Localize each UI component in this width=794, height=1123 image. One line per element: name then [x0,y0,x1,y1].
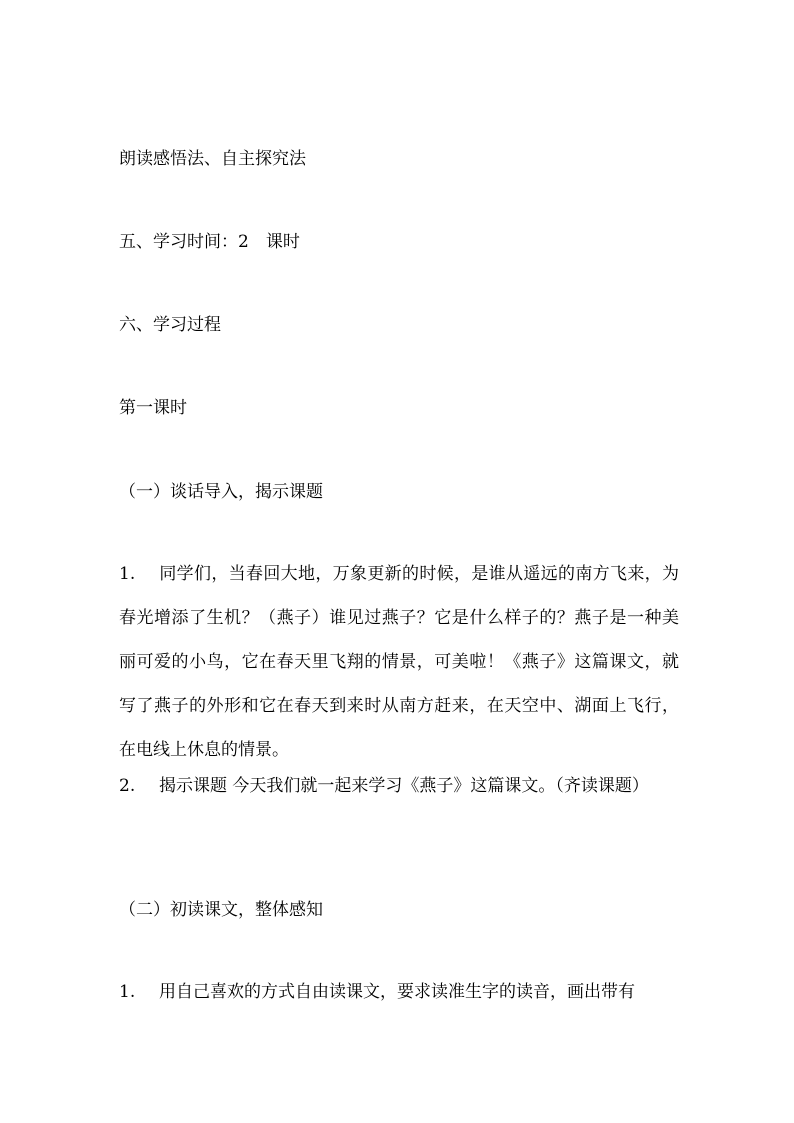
section-one-item-1 [119,552,679,772]
study-time-heading: 五、学习时间：2 课时 [119,232,300,252]
item-text: 揭示课题 今天我们就一起来学习《燕子》这篇课文。（齐读课题） [159,776,649,796]
section-two-heading: （二）初读课文，整体感知 [119,900,323,920]
lesson-one-heading: 第一课时 [119,398,187,418]
item-text: 用自己喜欢的方式自由读课文，要求读准生字的读音，画出带有 [159,982,635,1002]
study-process-heading: 六、学习过程 [119,315,221,335]
section-one-item-2 [119,764,679,808]
section-two-item-1 [119,970,679,1014]
section-one-heading: （一）谈话导入，揭示课题 [119,482,323,502]
item-number: 1. [119,564,136,584]
item-text: 同学们，当春回大地，万象更新的时候，是谁从遥远的南方飞来，为春光增添了生机？（燕子）谁见过燕子？它是什么样子的？燕子是一种美丽可爱的小鸟，它在春天里飞翔的情景，可美啦！《燕子》这篇课文，就写了燕子的外形和它在春天到来时从南方赶来，在天空中、湖面上飞行，在电线上休息的情景。 [119,564,679,760]
teaching-method-line: 朗读感悟法、自主探究法 [119,149,306,169]
item-number: 2. [119,776,136,796]
item-number: 1. [119,982,136,1002]
